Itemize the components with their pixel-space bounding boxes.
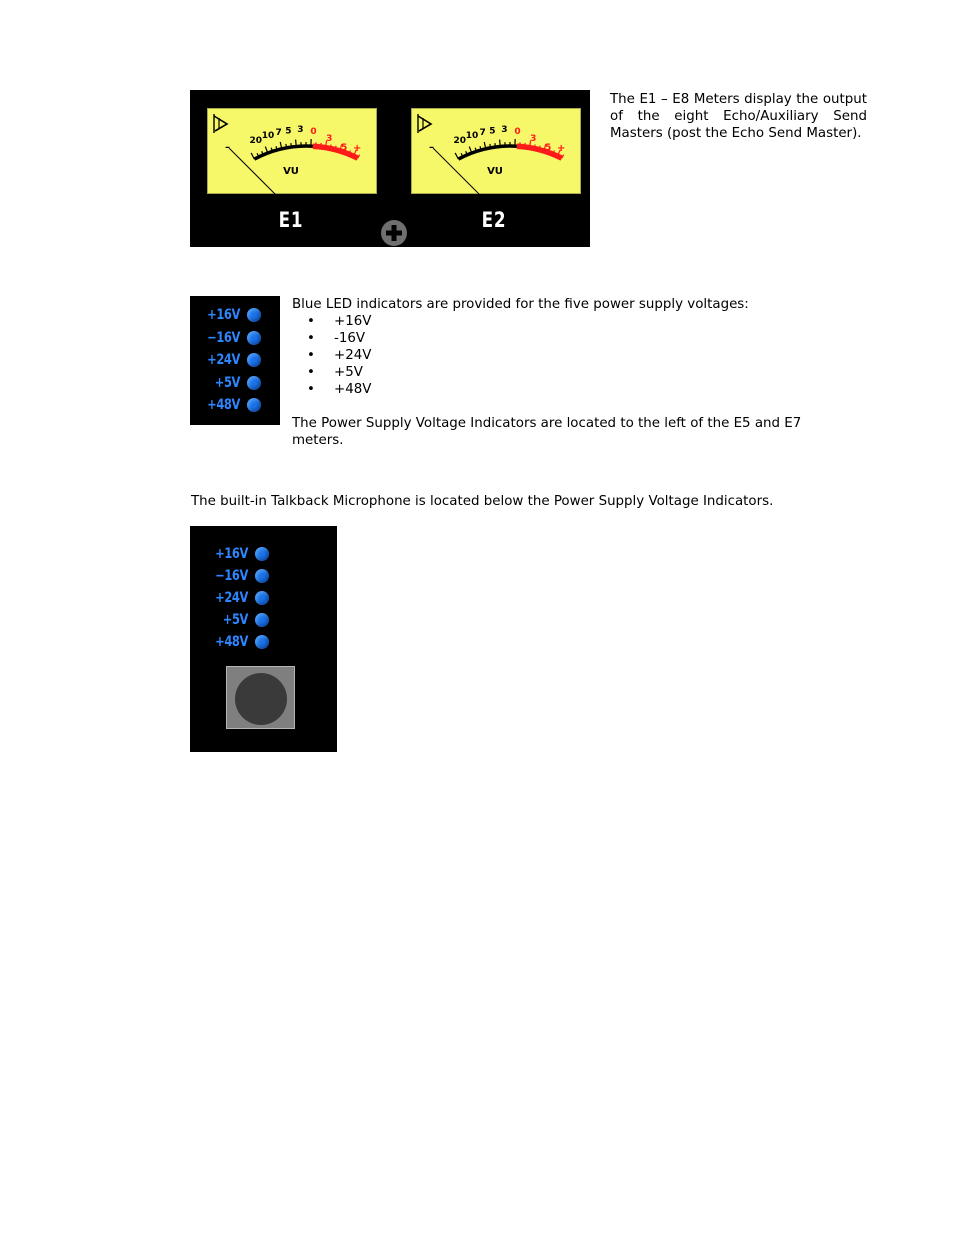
blue-led-icon [255, 569, 269, 583]
meters-description [610, 91, 867, 142]
svg-text:VU: VU [487, 166, 503, 177]
meters-description-text: The E1 – E8 Meters display the output of the eight Echo/Auxiliary Send Masters (post the Echo Send Master). [610, 92, 867, 141]
meter-label-e2: E2 [481, 208, 507, 232]
led-description [292, 296, 832, 449]
svg-text:10: 10 [261, 131, 275, 142]
led-label: −16V [207, 329, 240, 346]
led-intro-text: Blue LED indicators are provided for the five power supply voltages: [292, 297, 749, 312]
vu-meters-image [190, 90, 590, 247]
svg-text:3: 3 [501, 125, 508, 136]
led-row [190, 395, 280, 415]
talkback-mic-frame [226, 666, 295, 729]
svg-text:5: 5 [544, 142, 552, 153]
svg-text:+: + [353, 143, 362, 154]
led-label: −16V [215, 568, 248, 584]
blue-led-icon [247, 398, 261, 412]
list-item: • +16V [292, 313, 832, 330]
svg-text:–: – [225, 142, 230, 153]
svg-text:7: 7 [275, 128, 282, 139]
list-item: • +5V [292, 364, 832, 381]
blue-led-icon [255, 635, 269, 649]
led-label: +24V [207, 352, 240, 368]
led-row [190, 588, 337, 608]
led-label: +5V [214, 374, 240, 391]
svg-text:3: 3 [326, 134, 333, 145]
meter-label-e1: E1 [278, 208, 304, 232]
list-item: • -16V [292, 330, 832, 347]
list-item: • +24V [292, 347, 832, 364]
led-row [190, 305, 280, 325]
svg-text:0: 0 [514, 127, 521, 138]
svg-text:VU: VU [283, 166, 299, 177]
led-label: +48V [215, 634, 248, 650]
led-location-text: The Power Supply Voltage Indicators are located to the left of the E5 and E7 meters. [292, 416, 802, 448]
led-label: +16V [215, 546, 248, 562]
svg-text:3: 3 [530, 134, 537, 145]
talkback-description [191, 493, 891, 510]
talkback-text: The built-in Talkback Microphone is located below the Power Supply Voltage Indicators. [191, 494, 774, 509]
blue-led-icon [255, 591, 269, 605]
svg-text:20: 20 [249, 135, 263, 146]
led-label: +48V [207, 397, 240, 413]
led-row [190, 373, 280, 393]
voltage-list [292, 313, 832, 398]
power-led-talkback-panel [190, 526, 337, 752]
led-row [190, 328, 280, 348]
led-label: +24V [215, 590, 248, 606]
led-row [190, 566, 337, 586]
vu-meter-graphics [190, 90, 590, 247]
blue-led-icon [247, 353, 261, 367]
svg-text:20: 20 [453, 135, 467, 146]
blue-led-icon [255, 547, 269, 561]
blue-led-icon [247, 376, 261, 390]
power-led-panel [190, 296, 280, 425]
svg-text:5: 5 [489, 126, 496, 137]
led-row [190, 632, 337, 652]
svg-text:–: – [429, 142, 434, 153]
svg-text:7: 7 [479, 128, 486, 139]
list-item: • +48V [292, 381, 832, 398]
talkback-microphone-icon [235, 673, 287, 725]
blue-led-icon [247, 331, 261, 345]
led-row [190, 544, 337, 564]
svg-text:3: 3 [297, 125, 304, 136]
led-label: +5V [222, 612, 248, 628]
blue-led-icon [255, 613, 269, 627]
svg-text:0: 0 [310, 127, 317, 138]
screw-icon [381, 220, 407, 246]
svg-text:5: 5 [340, 142, 348, 153]
blue-led-icon [247, 308, 261, 322]
led-label: +16V [207, 307, 240, 323]
led-row [190, 350, 280, 370]
svg-text:+: + [557, 143, 566, 154]
svg-text:10: 10 [465, 131, 479, 142]
led-row [190, 610, 337, 630]
svg-text:5: 5 [285, 126, 292, 137]
